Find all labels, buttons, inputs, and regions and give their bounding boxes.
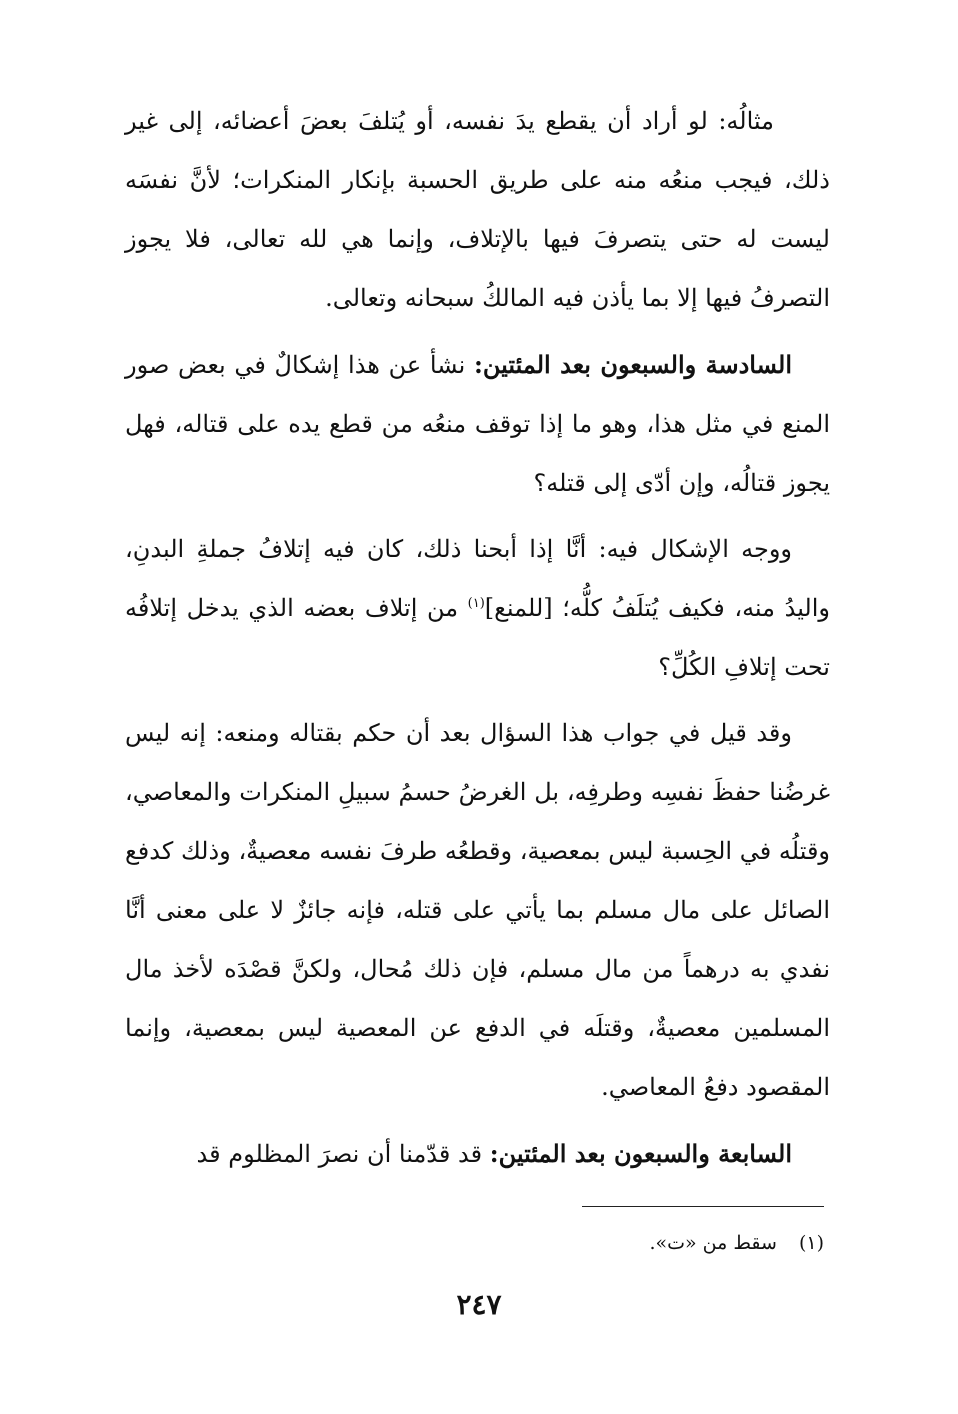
- footnote-separator: [582, 1206, 824, 1207]
- footnote-text: سقط من «ت».: [649, 1232, 777, 1254]
- paragraph-rule-276: [125, 335, 830, 513]
- paragraph-answer: [125, 704, 830, 1117]
- paragraph-text: نشأ عن هذا إشكالٌ في بعض صور المنع في مثل هذا، وهو ما إذا توقف منعُه من قطع يده على قتاله، فهل يجوز قتالُه، وإن أدّى إلى قتله؟: [125, 351, 830, 497]
- footnote-number: (١): [798, 1232, 824, 1254]
- paragraph-text: ووجه الإشكال فيه: أنَّا إذا أبحنا ذلك، كان فيه إتلافُ جملةِ البدنِ، واليدُ منه، فكيف يُتلَفُ كلُّه؛ [للمنع]: [125, 535, 831, 622]
- paragraph-text: مثالُه: لو أراد أن يقطع يدَ نفسه، أو يُتلفَ بعضَ أعضائه، إلى غير ذلك، فيجب منعُه منه على طريق الحسبة بإنكار المنكرات؛ لأنَّ نفسَه ليست له حتى يتصرفَ فيها بالإتلاف، وإنما هي لله تعالى، فلا يجوز التصرفُ فيها إلا بما يأذن فيه المالكُ سبحانه وتعالى.: [125, 107, 830, 312]
- paragraph-problem: [125, 520, 830, 697]
- footnote-reference: (١): [467, 596, 485, 611]
- footnote: [224, 1228, 824, 1258]
- page-number: ٢٤٧: [456, 1288, 502, 1321]
- paragraph-rule-277: [125, 1124, 830, 1184]
- paragraph-text: من إتلاف بعضه الذي يدخل إتلافُه تحت إتلافِ الكُلِّ؟: [125, 594, 830, 681]
- main-text: [125, 92, 830, 1191]
- paragraph-text: وقد قيل في جواب هذا السؤال بعد أن حكم بقتاله ومنعه: إنه ليس غرضُنا حفظَ نفسِه وطرفِه، بل الغرضُ حسمُ سبيلِ المنكرات والمعاصي، وقتلُه في الحِسبة ليس بمعصية، وقطعُه طرفَ نفسه معصيةٌ، وذلك كدفع الصائل على مال مسلم بما يأتي على قتله، فإنه جائزٌ لا على معنى أنَّا نفدي به درهماً من مال مسلم، فإن ذلك مُحال، ولكنَّ قصْدَه لأخذ مال المسلمين معصيةٌ، وقتلَه في الدفع عن المعصية ليس بمعصية، وإنما المقصود دفعُ المعاصي.: [125, 719, 830, 1101]
- rule-heading: السابعة والسبعون بعد المئتين:: [489, 1139, 792, 1168]
- paragraph-example: [125, 92, 830, 328]
- paragraph-text: قد قدّمنا أن نصرَ المظلوم قد: [196, 1140, 490, 1168]
- rule-heading: السادسة والسبعون بعد المئتين:: [474, 350, 792, 379]
